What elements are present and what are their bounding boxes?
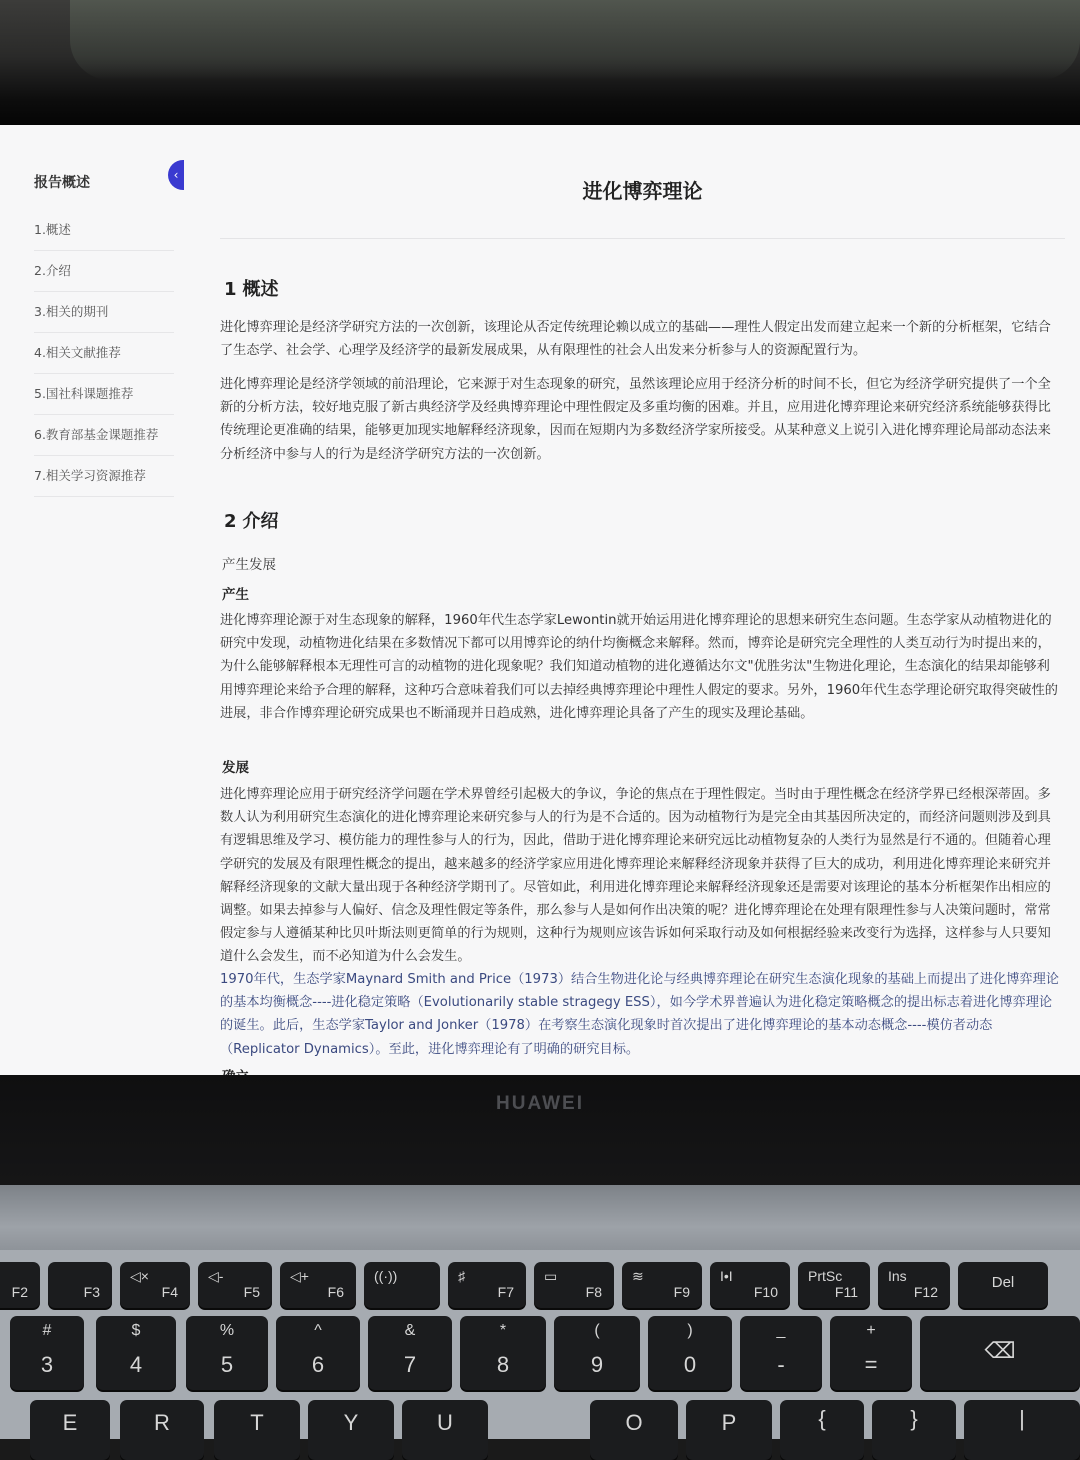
toc-item-overview[interactable]: 1.概述 xyxy=(34,210,174,251)
section-heading-overview xyxy=(224,275,279,301)
key-backslash[interactable]: | xyxy=(964,1400,1080,1460)
key-9[interactable]: ( 9 xyxy=(554,1316,640,1390)
toc-item-learning-resources[interactable]: 7.相关学习资源推荐 xyxy=(34,456,174,497)
key-equals[interactable]: + = xyxy=(830,1316,912,1390)
key-5[interactable]: % 5 xyxy=(186,1316,268,1390)
title-divider xyxy=(220,238,1065,239)
toc-item-literature[interactable]: 4.相关文献推荐 xyxy=(34,333,174,374)
sidebar-title: 报告概述 xyxy=(34,175,90,191)
key-e[interactable]: E xyxy=(30,1400,110,1460)
key-f7[interactable]: ♯ F7 xyxy=(448,1262,526,1308)
key-8[interactable]: * 8 xyxy=(460,1316,546,1390)
volume-up-icon: ◁+ xyxy=(290,1268,309,1284)
key-0[interactable]: ) 0 xyxy=(648,1316,732,1390)
key-6[interactable]: ^ 6 xyxy=(276,1316,360,1390)
development-heading: 发展 xyxy=(222,760,249,776)
section-number: 1 xyxy=(224,279,237,300)
key-p[interactable]: P xyxy=(686,1400,772,1460)
key-4[interactable]: $ 4 xyxy=(96,1316,176,1390)
key-f3[interactable]: F3 xyxy=(48,1262,112,1308)
key-f2[interactable]: F2 xyxy=(0,1262,40,1308)
mute-icon: ◁× xyxy=(130,1268,149,1284)
key-u[interactable]: U xyxy=(402,1400,488,1460)
key-f6[interactable]: ◁+ F6 xyxy=(280,1262,356,1308)
laptop-bottom-bezel xyxy=(0,1075,1080,1185)
key-huawei-share[interactable] xyxy=(364,1262,440,1308)
backspace-icon: ⌫ xyxy=(984,1338,1016,1363)
keyboard xyxy=(0,1250,1080,1439)
key-f11[interactable]: PrtSc F11 xyxy=(798,1262,870,1308)
key-f4[interactable]: ◁× F4 xyxy=(120,1262,190,1308)
key-t[interactable]: T xyxy=(214,1400,300,1460)
subsection-title: 产生发展 xyxy=(222,557,276,573)
key-right-brace[interactable]: } xyxy=(872,1400,956,1460)
key-f5[interactable]: ◁- F5 xyxy=(198,1262,272,1308)
overview-paragraph-2: 进化博弈理论是经济学领域的前沿理论，它来源于对生态现象的研究，虽然该理论应用于经济分析的时间不长，但它为经济学研究提供了一个全新的分析方法，较好地克服了新古典经济学及经典博弈理论中理性假定及多重均衡的困难。并且，应用进化博弈理论来研究经济系统能够获得比传统理论更准确的结果，能够更加现实地解释经济现象，因而在短期内为多数经济学家所接受。从某种意义上说引入进化博弈理论局部动态法来分析经济中参与人的行为是经济学研究方法的一次创新。 xyxy=(220,377,1051,462)
mic-mute-icon: ♯ xyxy=(458,1268,465,1284)
background-reflection xyxy=(70,0,1080,80)
key-o[interactable]: O xyxy=(590,1400,678,1460)
section-title: 概述 xyxy=(242,279,279,300)
key-y[interactable]: Y xyxy=(308,1400,394,1460)
page-title: 进化博弈理论 xyxy=(582,179,703,203)
brand-logo: HUAWEI xyxy=(496,1093,584,1114)
toc-item-nssf-topics[interactable]: 5.国社科课题推荐 xyxy=(34,374,174,415)
key-7[interactable]: & 7 xyxy=(368,1316,452,1390)
sidebar-collapse-button[interactable] xyxy=(168,160,184,190)
origin-heading: 产生 xyxy=(222,587,249,603)
chevron-left-icon: ‹ xyxy=(173,168,179,182)
key-f12[interactable]: Ins F12 xyxy=(878,1262,950,1308)
origin-paragraph: 进化博弈理论源于对生态现象的解释，1960年代生态学家Lewontin就开始运用进化博弈理论的思想来研究生态问题。生态学家从动植物进化的研究中发现，动植物进化结果在多数情况下都可以用博弈论的纳什均衡概念来解释。然而，博弈论是研究完全理性的人类互动行为时提出来的，为什么能够解释根本无理性可言的动植物的进化现象呢？我们知道动植物的进化遵循达尔文"优胜劣汰"生物进化理论，生态演化的结果却能够利用博弈理论来给予合理的解释，这种巧合意味着我们可以去掉经典博弈理论中理性人假定的要求。另外，1960年代生态学理论研究取得突破性的进展，非合作博弈理论研究成果也不断涌现并日趋成熟，进化博弈理论具备了产生的现实及理论基础。 xyxy=(220,613,1058,721)
toc-item-moe-fund-topics[interactable]: 6.教育部基金课题推荐 xyxy=(34,415,174,456)
laptop-hinge xyxy=(0,1185,1080,1255)
key-3[interactable]: # 3 xyxy=(10,1316,84,1390)
section-heading-introduction xyxy=(224,507,279,533)
overview-paragraph-1: 进化博弈理论是经济学研究方法的一次创新，该理论从否定传统理论赖以成立的基础——理性人假定出发而建立起来一个新的分析框架，它结合了生态学、社会学、心理学及经济学的最新发展成果，从有限理性的社会人出发来分析参与人的资源配置行为。 xyxy=(220,320,1051,359)
share-icon: ((·)) xyxy=(374,1268,398,1284)
key-f8[interactable]: ▭ F8 xyxy=(534,1262,614,1308)
key-r[interactable]: R xyxy=(120,1400,204,1460)
laptop-screen xyxy=(0,125,1080,1075)
toc-item-journals[interactable]: 3.相关的期刊 xyxy=(34,292,174,333)
section-title: 介绍 xyxy=(242,511,279,532)
wifi-icon: ≋ xyxy=(632,1268,644,1284)
development-paragraph: 进化博弈理论应用于研究经济学问题在学术界曾经引起极大的争议，争论的焦点在于理性假定。当时由于理性概念在经济学界已经根深蒂固。多数人认为利用研究生态演化的进化博弈理论来研究参与人的行为是不合适的。因为动植物行为是完全由其基因所决定的，而经济问题则涉及到具有逻辑思维及学习、模仿能力的理性参与人的行为，因此，借助于进化博弈理论来研究远比动植物复杂的人类行为显然是行不通的。但随着心理学研究的发展及有限理性概念的提出，越来越多的经济学家应用进化博弈理论来解释经济现象并获得了巨大的成功，利用进化博弈理论来研究并解释经济现象的文献大量出现于各种经济学期刊了。尽管如此，利用进化博弈理论来解释经济现象还是需要对该理论的基本分析框架作出相应的调整。如果去掉参与人偏好、信念及理性假定等条件，那么参与人是如何作出决策的呢？进化博弈理论在处理有限理性参与人决策问题时，常常假定参与人遵循某种比贝叶斯法则更简单的行为规则，这种行为规则应该告诉如何采取行动及如何根据经验来改变行为选择，这样参与人只要知道什么会发生，而不必知道为什么会发生。 xyxy=(220,787,1051,965)
key-f10[interactable]: I•I F10 xyxy=(710,1262,790,1308)
key-minus[interactable]: _ - xyxy=(740,1316,822,1390)
media-icon: I•I xyxy=(720,1268,733,1284)
key-delete[interactable]: Del xyxy=(958,1262,1048,1308)
volume-down-icon: ◁- xyxy=(208,1268,224,1284)
section-number: 2 xyxy=(224,511,237,532)
toc-item-introduction[interactable]: 2.介绍 xyxy=(34,251,174,292)
table-of-contents xyxy=(34,210,174,497)
key-backspace[interactable] xyxy=(920,1316,1080,1390)
key-left-brace[interactable]: { xyxy=(780,1400,864,1460)
development-paragraph-2: 1970年代，生态学家Maynard Smith and Price（1973）结合生物进化论与经典博弈理论在研究生态演化现象的基础上而提出了进化博弈理论的基本均衡概念----进化稳定策略（Evolutionarily stable stragegy ESS），如今学术界普遍认为进化稳定策略概念的提出标志着进化博弈理论的诞生。此后，生态学家Taylor and Jonker（1978）在考察生态演化现象时首次提出了进化博弈理论的基本动态概念----模仿者动态（Replicator Dynamics）。至此，进化博弈理论有了明确的研究目标。 xyxy=(220,972,1059,1057)
display-icon: ▭ xyxy=(544,1268,558,1284)
key-f9[interactable]: ≋ F9 xyxy=(622,1262,702,1308)
